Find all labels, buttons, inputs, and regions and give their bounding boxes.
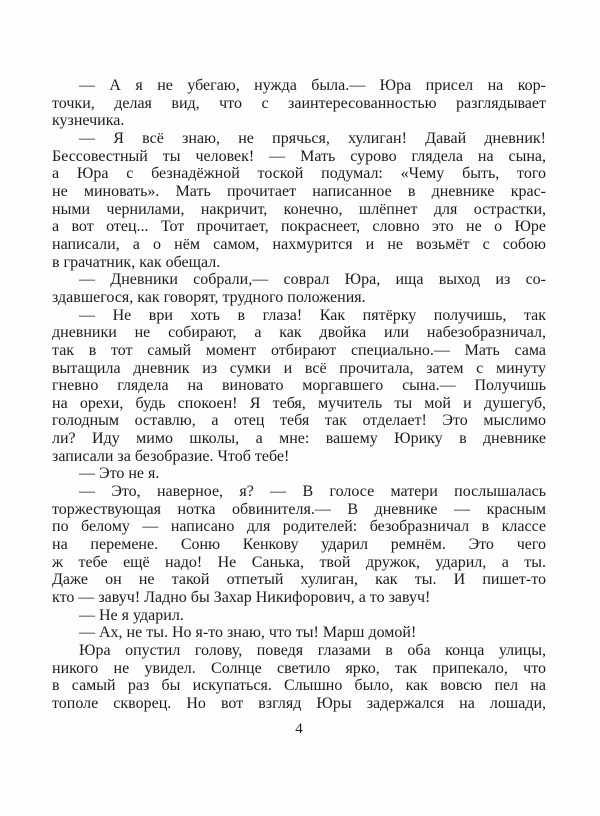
text-line: написали, а о нём самом, нахмурится и не возьмёт с собою bbox=[52, 235, 546, 253]
text-line: вытащила дневник из сумки и всё прочитала, затем с минуту bbox=[52, 359, 546, 377]
text-line: кузнечика. bbox=[52, 112, 125, 130]
text-line: никого не увидел. Солнце светило ярко, так припекало, что bbox=[52, 659, 546, 677]
text-line: ли? Иду мимо школы, а мне: вашему Юрику в дневнике bbox=[52, 430, 546, 448]
paragraph bbox=[52, 642, 546, 713]
text-line: Юра опустил голову, поведя глазами в оба конца улицы, bbox=[79, 642, 546, 659]
text-line: точки, делая вид, что с заинтересованностью разглядывает bbox=[52, 94, 546, 112]
text-line: а Юра с безнадёжной тоской подумал: «Чему быть, того bbox=[52, 165, 546, 183]
page-text bbox=[52, 77, 546, 713]
text-line: торжествующая нотка обвинителя.— В дневнике — красным bbox=[52, 500, 546, 518]
text-line: — Не ври хоть в глаза! Как пятёрку получишь, так bbox=[79, 306, 546, 324]
text-line: не миновать». Мать прочитает написанное в дневнике крас- bbox=[52, 182, 546, 200]
text-line: дневники не собирают, а как двойка или набезобразничал, bbox=[52, 324, 546, 342]
paragraph bbox=[52, 307, 546, 466]
text-line: на перемене. Соню Кенкову ударил ремнём. Это чего bbox=[52, 536, 546, 554]
text-line: Даже он не такой отпетый хулиган, как ты. И пишет-то bbox=[52, 571, 546, 589]
text-line: здавшегося, как говорят, трудного положения. bbox=[52, 288, 366, 306]
text-line: тополе скворец. Но вот взгляд Юры задержался на лошади, bbox=[52, 694, 546, 712]
paragraph bbox=[52, 130, 546, 271]
paragraph bbox=[52, 607, 546, 625]
text-line: Бессовестный ты человек! — Мать сурово глядела на сына, bbox=[52, 147, 546, 165]
text-line: — Это, наверное, я? — В голосе матери послышалась bbox=[79, 483, 546, 501]
text-line: в самый раз бы искупаться. Слышно было, как вовсю пел на bbox=[52, 677, 546, 695]
paragraph bbox=[52, 77, 546, 130]
text-line: на орехи, будь спокоен! Я тебя, мучитель ты мой и душегуб, bbox=[52, 394, 546, 412]
text-line: записали за безобразие. Чтоб тебе! bbox=[52, 447, 290, 465]
text-line: — Я всё знаю, не прячься, хулиган! Давай дневник! bbox=[79, 129, 546, 147]
paragraph bbox=[52, 624, 546, 642]
text-line: ж тебе ещё надо! Не Санька, твой дружок, ударил, а ты. bbox=[52, 553, 546, 571]
text-line: гневно глядела на виновато моргавшего сына.— Получишь bbox=[52, 377, 546, 395]
paragraph bbox=[52, 271, 546, 306]
text-line: — А я не убегаю, нужда была.— Юра присел на кор- bbox=[79, 77, 546, 94]
text-line: а вот отец... Тот прочитает, покраснеет, словно это не о Юре bbox=[52, 218, 546, 236]
text-line: — Ах, не ты. Но я-то знаю, что ты! Марш домой! bbox=[79, 624, 417, 642]
text-line: — Это не я. bbox=[79, 465, 160, 483]
text-line: кто — завуч! Ладно бы Захар Никифорович, а то завуч! bbox=[52, 589, 431, 607]
page-number: 4 bbox=[295, 721, 303, 737]
text-line: — Дневники собрали,— соврал Юра, ища выход из со- bbox=[79, 271, 546, 289]
text-line: — Не я ударил. bbox=[79, 606, 184, 624]
text-line: голодным оставлю, а отец тебя так отделает! Это мыслимо bbox=[52, 412, 546, 430]
text-line: ными чернилами, накричит, конечно, шлёпнет для острастки, bbox=[52, 200, 546, 218]
text-line: в грачатник, как обещал. bbox=[52, 253, 221, 271]
paragraph bbox=[52, 465, 546, 483]
text-line: так в тот самый момент отбирают специально.— Мать сама bbox=[52, 341, 546, 359]
text-line: по белому — написано для родителей: безобразничал в классе bbox=[52, 518, 546, 536]
paragraph bbox=[52, 483, 546, 607]
